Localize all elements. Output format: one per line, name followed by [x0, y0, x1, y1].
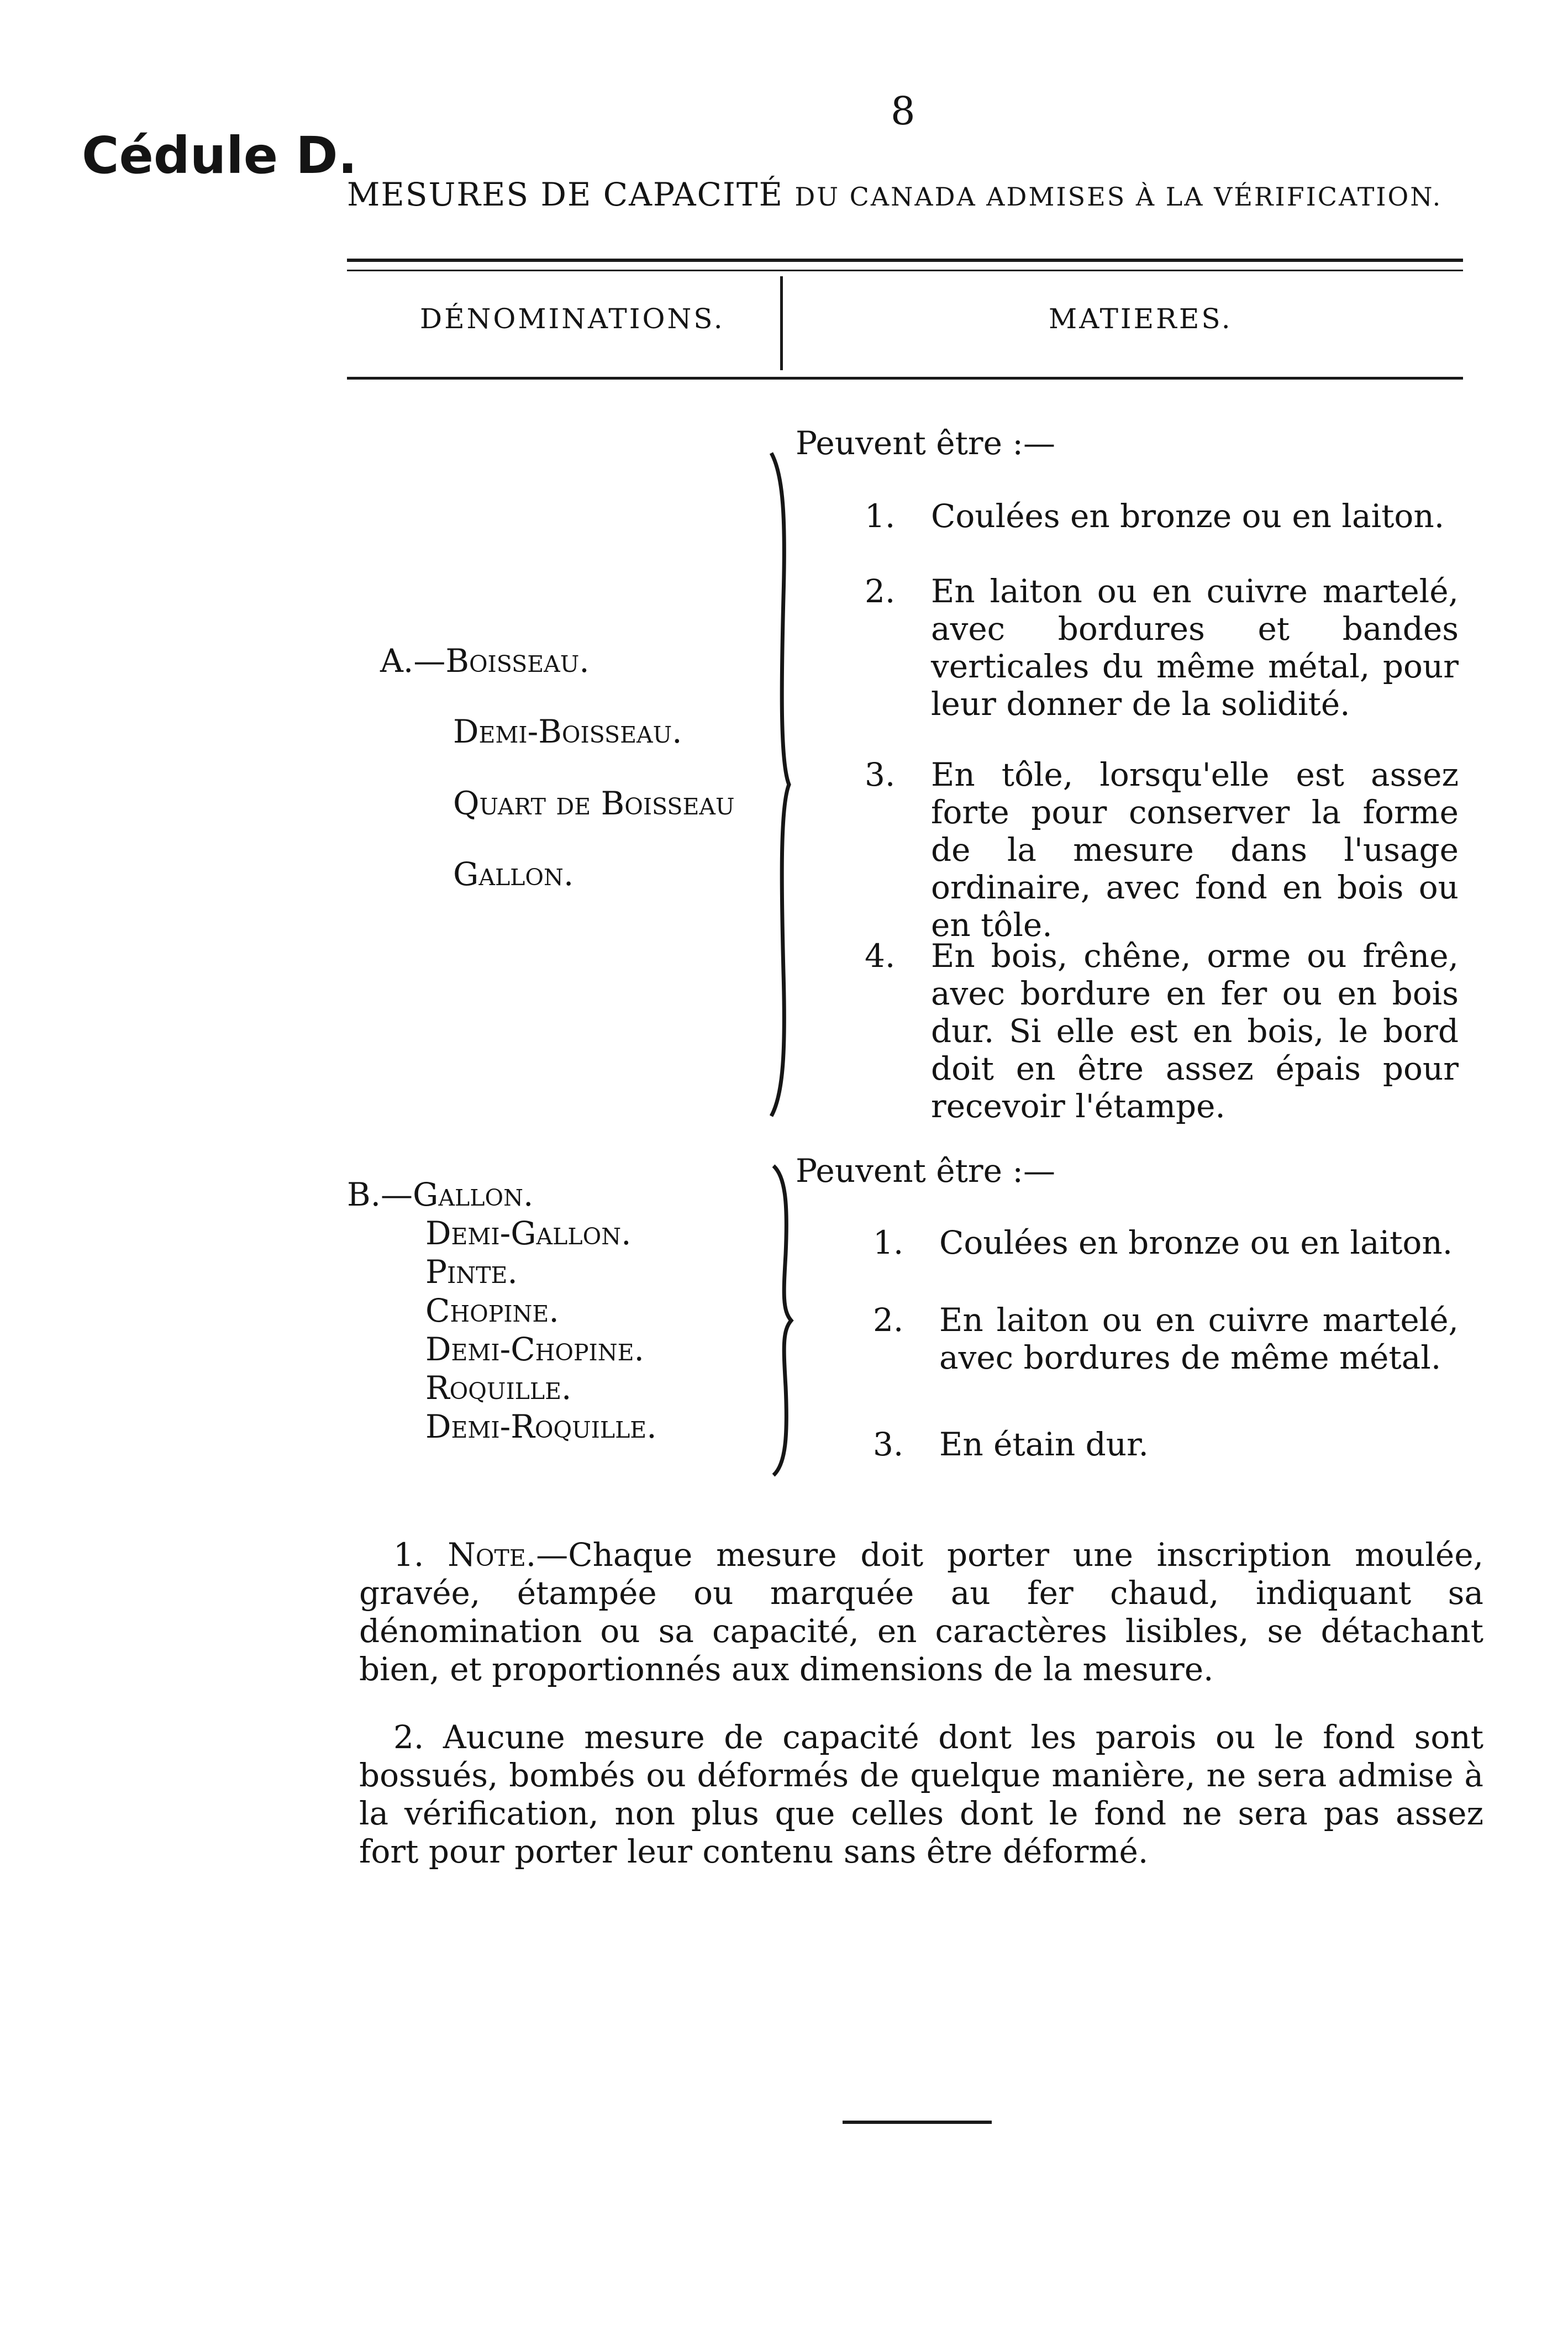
item-text: En tôle, lorsqu'elle est assez forte pour conserver la forme de la mesure dans l'usage ordinaire, avec fond en bois ou en tôle. — [931, 756, 1459, 944]
header-bottom-rule — [347, 377, 1463, 380]
item-text: En étain dur. — [939, 1426, 1149, 1463]
note-2-text: Aucune mesure de capacité dont les parois ou le fond sont bossués, bombés ou déformés de quelque manière, ne sera admise à la vérification, non plus que celles dont le fond ne sera pas assez fort pour porter leur contenu sans être déformé. — [359, 1718, 1484, 1870]
section-a-intro: Peuvent être :— — [796, 424, 1055, 462]
section-a-item-4 — [865, 937, 1459, 1125]
denomination-a-boisseau: A.—Boisseau. — [380, 642, 590, 680]
item-number: 2. — [865, 572, 896, 610]
item-number: 3. — [873, 1426, 904, 1463]
item-number: 3. — [865, 756, 896, 793]
denomination-demi-roquille: Demi-Roquille. — [425, 1408, 657, 1445]
section-a-item-1 — [865, 497, 1459, 535]
closing-rule — [843, 2121, 992, 2124]
item-text: Coulées en bronze ou en laiton. — [931, 497, 1445, 535]
item-number: 1. — [873, 1224, 904, 1261]
item-text: En laiton ou en cuivre martelé, avec bordures de même métal. — [939, 1301, 1459, 1376]
denomination-b-gallon: B.—Gallon. — [347, 1176, 534, 1213]
denomination-gallon-a: Gallon. — [453, 855, 574, 893]
page-title — [347, 176, 1442, 213]
denomination-demi-gallon: Demi-Gallon. — [425, 1214, 632, 1252]
denomination-roquille: Roquille. — [425, 1369, 572, 1407]
section-b-item-3 — [873, 1426, 1459, 1463]
item-text: En laiton ou en cuivre martelé, avec bordures et bandes verticales du même métal, pour leur donner de la solidité. — [931, 572, 1459, 723]
item-number: 4. — [865, 937, 896, 975]
denomination-chopine: Chopine. — [425, 1292, 559, 1329]
column-header-denominations: DÉNOMINATIONS. — [420, 303, 725, 335]
section-a-item-3 — [865, 756, 1459, 944]
note-1-text: —Chaque mesure doit porter une inscription moulée, gravée, étampée ou marquée au fer chaud, indiquant sa dénomination ou sa capacité, en caractères lisibles, se détachant bien, et proportionnés aux dimensions de la mesure. — [359, 1536, 1484, 1688]
column-header-matieres: MATIERES. — [1049, 303, 1233, 335]
item-number: 2. — [873, 1301, 904, 1339]
brace-section-a — [767, 453, 800, 1116]
note-1-label: Note. — [448, 1536, 536, 1574]
section-b-intro: Peuvent être :— — [796, 1152, 1055, 1190]
denomination-demi-boisseau: Demi-Boisseau. — [453, 713, 682, 750]
item-text: En bois, chêne, orme ou frêne, avec bordure en fer ou en bois dur. Si elle est en bois, le bord doit en être assez épais pour recevoir l'étampe. — [931, 937, 1459, 1125]
denomination-demi-chopine: Demi-Chopine. — [425, 1330, 644, 1368]
brace-section-b — [769, 1166, 802, 1475]
cedule-label: Cédule D. — [82, 126, 357, 185]
note-2-number: 2. — [393, 1718, 424, 1756]
note-1-number: 1. — [393, 1536, 424, 1574]
title-part-1: MESURES DE CAPACITÉ — [347, 176, 783, 213]
item-number: 1. — [865, 497, 896, 535]
top-rule-thin — [347, 270, 1463, 271]
top-rule-thick — [347, 259, 1463, 262]
page-number: 8 — [891, 88, 915, 134]
note-1 — [359, 1536, 1483, 1689]
item-text: Coulées en bronze ou en laiton. — [939, 1224, 1453, 1261]
column-divider — [780, 276, 783, 370]
note-2 — [359, 1718, 1483, 1871]
title-part-2: DU CANADA ADMISES À LA VÉRIFICATION. — [794, 182, 1443, 212]
denomination-quart-de-boisseau: Quart de Boisseau — [453, 785, 735, 822]
denomination-pinte: Pinte. — [425, 1253, 518, 1291]
section-b-item-1 — [873, 1224, 1459, 1261]
section-a-item-2 — [865, 572, 1459, 723]
section-b-item-2 — [873, 1301, 1459, 1376]
